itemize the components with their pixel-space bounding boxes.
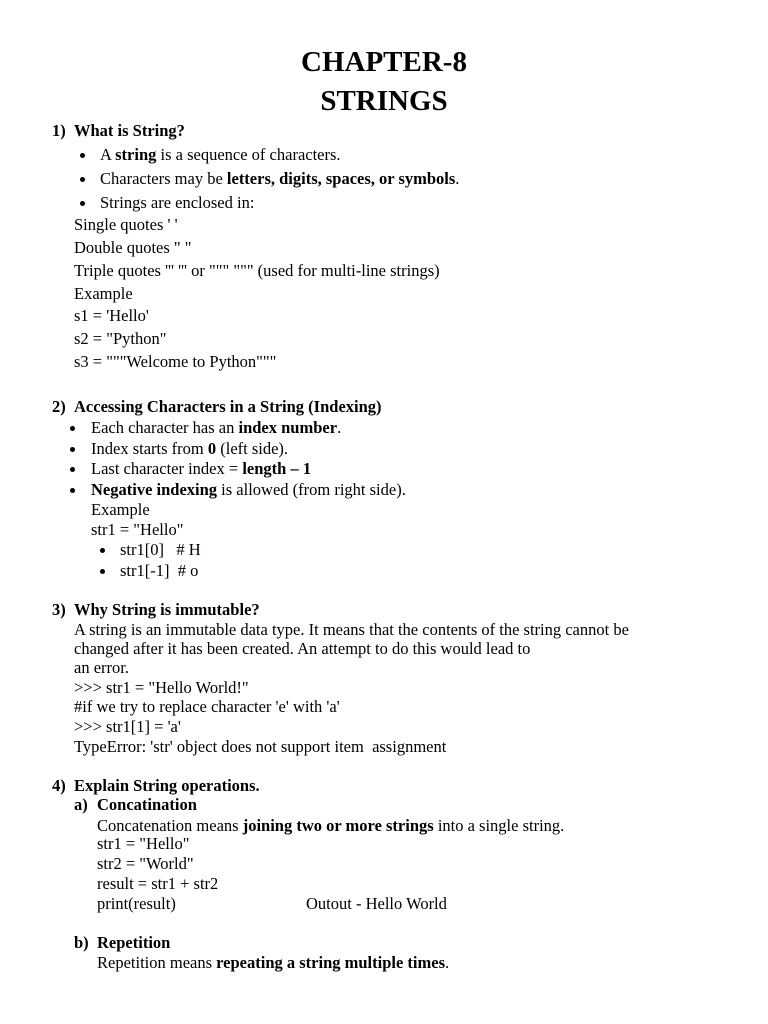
text-line: Double quotes " " <box>74 238 192 257</box>
bullet-icon <box>100 548 105 553</box>
section-1-bullet-1: A string is a sequence of characters. <box>100 145 341 164</box>
section-4-number: 4) <box>52 776 66 795</box>
section-4-heading: Explain String operations. <box>74 776 260 795</box>
code-line: str1[0] # H <box>120 540 201 559</box>
section-3-heading: Why String is immutable? <box>74 600 260 619</box>
code-line: str1[-1] # o <box>120 561 199 580</box>
bullet-icon <box>70 426 75 431</box>
text-line: Single quotes ' ' <box>74 215 178 234</box>
section-2-heading: Accessing Characters in a String (Indexing) <box>74 397 382 416</box>
code-line: s3 = """Welcome to Python""" <box>74 352 277 371</box>
text-line: an error. <box>74 658 129 677</box>
code-line: str1 = "Hello" <box>97 834 190 853</box>
code-line: #if we try to replace character 'e' with 'a' <box>74 697 340 716</box>
code-line: >>> str1[1] = 'a' <box>74 717 181 736</box>
section-2-bullet-1: Each character has an index number. <box>91 418 342 437</box>
subsection-b-desc: Repetition means repeating a string multiple times. <box>97 953 450 972</box>
section-2-number: 2) <box>52 397 66 416</box>
section-1-number: 1) <box>52 121 66 140</box>
bullet-icon <box>80 153 85 158</box>
code-line: >>> str1 = "Hello World!" <box>74 678 249 697</box>
section-2-bullet-2: Index starts from 0 (left side). <box>91 439 289 458</box>
output-text: Outout - Hello World <box>306 894 447 913</box>
bullet-icon <box>70 488 75 493</box>
error-line: TypeError: 'str' object does not support item assignment <box>74 737 447 756</box>
text-line: A string is an immutable data type. It means that the contents of the string cannot be <box>74 620 629 639</box>
subsection-b-label: b) <box>74 933 89 952</box>
bullet-icon <box>70 447 75 452</box>
chapter-title: CHAPTER-8 <box>301 46 467 78</box>
subsection-a-desc: Concatenation means joining two or more strings into a single string. <box>97 816 565 835</box>
section-1-bullet-3: Strings are enclosed in: <box>100 193 255 212</box>
text-line: changed after it has been created. An attempt to do this would lead to <box>74 639 531 658</box>
section-2-bullet-4: Negative indexing is allowed (from right side). <box>91 480 406 499</box>
section-1-heading: What is String? <box>74 121 185 140</box>
code-line: print(result) <box>97 894 176 913</box>
section-3-number: 3) <box>52 600 66 619</box>
text-line: Example <box>74 284 133 303</box>
code-line: result = str1 + str2 <box>97 874 219 893</box>
bullet-icon <box>70 467 75 472</box>
section-2-bullet-3: Last character index = length – 1 <box>91 459 312 478</box>
text-line: Triple quotes ''' ''' or """ """ (used for multi-line strings) <box>74 261 440 280</box>
subsection-b-title: Repetition <box>97 933 171 952</box>
example-label: Example <box>91 500 150 519</box>
bullet-icon <box>100 569 105 574</box>
code-line: str1 = "Hello" <box>91 520 184 539</box>
page-title: STRINGS <box>320 85 448 117</box>
bullet-icon <box>80 177 85 182</box>
code-line: s2 = "Python" <box>74 329 167 348</box>
code-line: str2 = "World" <box>97 854 194 873</box>
bullet-icon <box>80 201 85 206</box>
code-line: s1 = 'Hello' <box>74 306 149 325</box>
section-1-bullet-2: Characters may be letters, digits, spaces, or symbols. <box>100 169 460 188</box>
subsection-a-label: a) <box>74 795 88 814</box>
subsection-a-title: Concatination <box>97 795 197 814</box>
